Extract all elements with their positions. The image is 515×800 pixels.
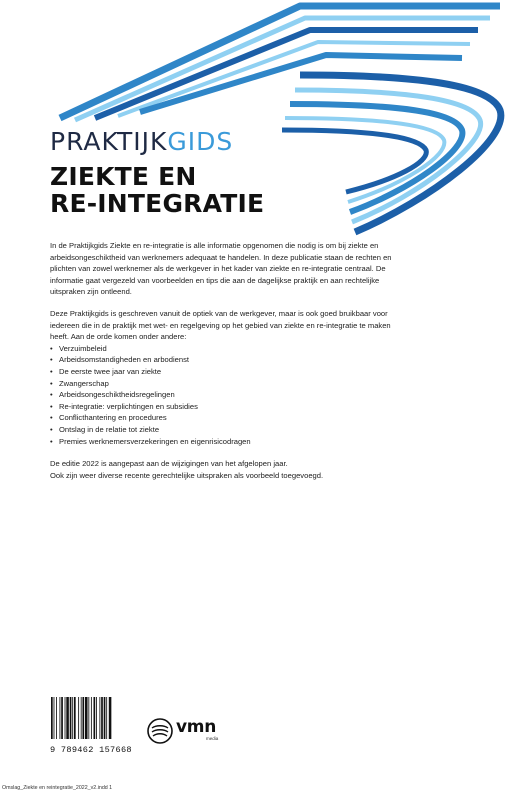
logo-mark-icon [146,717,174,745]
list-item: • Premies werknemersverzekeringen en eigenrisicodragen [50,436,410,448]
isbn-barcode [50,697,130,755]
barcode-bar [61,697,63,739]
list-item: • Conflicthantering en procedures [50,412,410,424]
barcode-bar [96,697,97,739]
list-item: • Ontslag in de relatie tot ziekte [50,424,410,436]
publisher-sub: media [206,736,219,741]
barcode-bar [88,697,89,739]
barcode-bar [85,697,88,739]
isbn-number: 9 789462 157668 [50,745,132,755]
edition-note: De editie 2022 is aangepast aan de wijzigingen van het afgelopen jaar. [50,459,288,469]
barcode-bar [109,697,112,739]
barcode-bar [101,697,103,739]
blurb-paragraph-3 [50,458,410,481]
title-line-2: RE-INTEGRATIE [50,189,265,218]
barcode-bar [65,697,66,739]
stripe-curve-5 [282,130,426,192]
publisher-logo [146,717,226,747]
list-item: • De eerste twee jaar van ziekte [50,366,410,378]
barcode-bar [91,697,92,739]
barcode-bar [78,697,79,739]
blurb-paragraph-1: In de Praktijkgids Ziekte en re-integratie is alle informatie opgenomen die nodig is om bij ziekte en arbeidsongeschiktheid van werknemers adequaat te handelen. In deze publicatie staan de rechten en plichten van zowel werknemer als de werkgever in het kader van ziekte en re-integratie centraal. De informatie gaat vergezeld van voorbeelden en tips die aan de dagelijkse praktijk en aan rechtelijke uitspraken zijn ontleend. [50,241,392,297]
list-item: • Re-integratie: verplichtingen en subsidies [50,401,410,413]
blurb [50,240,410,481]
stripe-outer [60,6,500,118]
list-item: • Verzuimbeleid [50,343,410,355]
barcode-bar [51,697,53,739]
barcode-bar [104,697,106,739]
title-line-1: ZIEKTE EN [50,162,197,191]
barcode-bar [56,697,57,739]
blurb-paragraph-2: Deze Praktijkgids is geschreven vanuit de optiek van de werkgever, maar is ook goed bruikbaar voor iedereen die in de praktijk met wet- en regelgeving op het gebied van ziekte en re-integratie te maken heeft. Aan de orde komen onder andere: [50,308,391,342]
barcode-bar [94,697,96,739]
barcode-bar [72,697,73,739]
barcode-bar [60,697,61,739]
publisher-name: vmn [176,717,216,737]
list-item: • Arbeidsomstandigheden en arbodienst [50,354,410,366]
stripe-curve-1 [300,75,501,232]
barcode-bars [50,697,130,739]
list-item: • Zwangerschap [50,378,410,390]
book-title [50,163,264,217]
topic-list [50,343,410,447]
barcode-bar [66,697,69,739]
barcode-bar [70,697,72,739]
barcode-bar [99,697,100,739]
barcode-bar [82,697,84,739]
series-brand [50,127,233,157]
barcode-bar [81,697,82,739]
list-item: • Arbeidsongeschiktheidsregelingen [50,389,410,401]
barcode-bar [106,697,107,739]
barcode-bar [54,697,55,739]
brand-suffix: GIDS [167,127,234,156]
brand-prefix: PRAKTIJK [50,127,168,156]
print-slug: Omslag_Ziekte en reintegratie_2022_v2.indd 1 [2,785,113,791]
cases-note: Ook zijn weer diverse recente gerechtelijke uitspraken als voorbeeld toegevoegd. [50,470,324,480]
barcode-bar [74,697,76,739]
